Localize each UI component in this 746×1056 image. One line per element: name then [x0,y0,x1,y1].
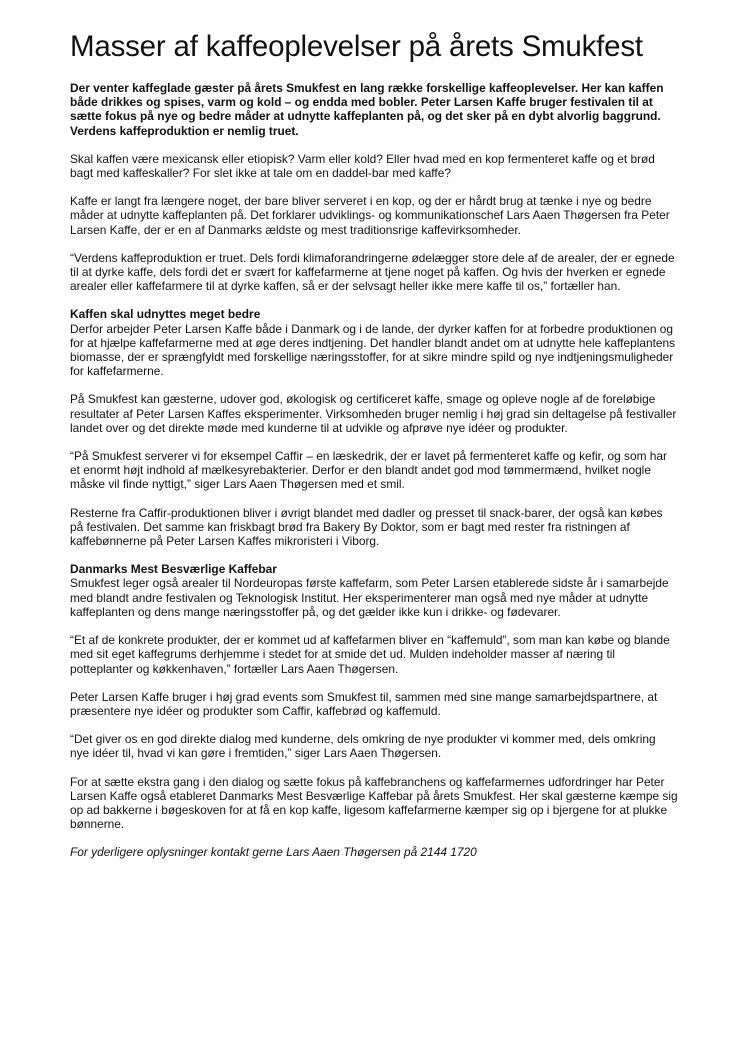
body-paragraph: For at sætte ekstra gang i den dialog og sætte fokus på kaffebranchens og kaffefarmernes udfordringer har Peter Larsen Kaffe også etableret Danmarks Mest Besværlige Kaffebar på årets Smukfest. Her skal gæsterne kæmpe sig op ad bakkerne i bøgeskoven for at få en kop kaffe, ligesom kaffefarmerne kæmper sig op i bjergene for at plukke bønnerne. [70,774,678,832]
intro-paragraph-3: “Verdens kaffeproduktion er truet. Dels fordi klimaforandringerne ødelægger store dele af de arealer, der er egnede til at dyrke kaffe, dels fordi det er svært for kaffefarmerne at tjene noget på kaffen. Og hvis der hverken er egnede arealer eller kaffefarmere til at dyrke kaffen, så er der selvsagt heller ikke mere kaffe til os,” fortæller han. [70,250,675,294]
body-paragraph: “På Smukfest serverer vi for eksempel Caffir – en læskedrik, der er lavet på fermenteret kaffe og kefir, og som har et enormt højt indhold af mælkesyrebakterier. Derfor er den blandt andet god mod tømmermænd, hvilket nogle måske vil finde nyttigt,” siger Lars Aaen Thøgersen med et smil. [70,449,667,492]
section-paragraph: Derfor arbejder Peter Larsen Kaffe både i Danmark og i de lande, der dyrker kaffen for at forbedre produktionen og for at hjælpe kaffefarmerne med at øge deres indtjening. Det handler blandt andet om at udnytte hele kaffeplantens biomasse, der er sprængfyldt med forskellige næringsstoffer, for at sikre mindre spild og nye indtjeningsmuligheder for kaffefarmerne. [70,321,676,379]
intro-paragraph-1: Skal kaffen være mexicansk eller etiopisk? Varm eller kold? Eller hvad med en kop fermenteret kaffe og et brød bagt med kaffeskaller? For slet ikke at tale om en daddel-bar med kaffe? [70,151,655,181]
section-coffee-bar [70,562,678,619]
section-paragraph: Smukfest leger også arealer til Nordeuropas første kaffefarm, som Peter Larsen etablerede sidste år i samarbejde med blandt andre festivalen og Teknologisk Institut. Her eksperimenterer man også med nye måder at udnytte kaffeplanten og dens mange næringsstoffer på, og det gælder ikke kun i drikke- og fødevarer. [70,576,669,619]
lead-paragraph: Der venter kaffeglade gæster på årets Smukfest en lang række forskellige kaffeoplevelser. Her kan kaffen både drikkes og spises, varm og kold – og endda med bobler. Peter Larsen Kaffe bruger festivalen til at sætte fokus på nye og bedre måder at udnytte kaffeplanten på, og det sker på en dybt alvorlig baggrund. Verdens kaffeproduktion er nemlig truet. [70,81,664,138]
body-paragraph: Peter Larsen Kaffe bruger i høj grad events som Smukfest til, sammen med sine mange samarbejdspartnere, at præsentere nye idéer og produkter som Caffir, kaffebrød og kaffemuld. [70,689,658,718]
body-paragraph: “Et af de konkrete produkter, der er kommet ud af kaffefarmen bliver en “kaffemuld”, som man kan købe og blande med sit eget kaffegrums derhjemme i stedet for at smide det ud. Mulden indeholder masser af næring til potteplanter og køkkenhaven,” fortæller Lars Aaen Thøgersen. [70,633,670,676]
page-title: Masser af kaffeoplevelser på årets Smukfest [70,30,643,63]
section-heading: Kaffen skal udnyttes meget bedre [70,307,261,322]
body-paragraph: Resterne fra Caffir-produktionen bliver i øvrigt blandet med dadler og presset til snack-barer, der også kan købes på festivalen. Det samme kan friskbagt brød fra Bakery By Doktor, som er bagt med rester fra ristningen af kaffebønnerne på Peter Larsen Kaffes mikroristeri i Viborg. [70,505,663,549]
section-heading: Danmarks Mest Besværlige Kaffebar [70,562,277,577]
contact-info: For yderligere oplysninger kontakt gerne Lars Aaen Thøgersen på 2144 1720 [70,845,477,860]
body-paragraph: På Smukfest kan gæsterne, udover god, økologisk og certificeret kaffe, smage og opleve nogle af de foreløbige resultater af Peter Larsen Kaffes eksperimenter. Virksomheden bruger nemlig i høj grad sin deltagelse på festivaller landet over og det direkte møde med kunderne til at udvikle og afprøve nye idéer og produkter. [70,392,677,435]
press-release [70,30,678,874]
section-coffee-utilization [70,307,678,378]
body-paragraph: “Det giver os en god direkte dialog med kunderne, dels omkring de nye produkter vi kommer med, dels omkring nye idéer til, hvad vi kan gøre i fremtiden,” siger Lars Aaen Thøgersen. [70,732,656,761]
intro-paragraph-2: Kaffe er langt fra længere noget, der bare bliver serveret i en kop, og der er hårdt brug at tænke i nye og bedre måder at udnytte kaffeplanten på. Det forklarer udviklings- og kommunikationschef Lars Aaen Thøgersen fra Peter Larsen Kaffe, der er en af Danmarks ældste og mest traditionsrige kaffevirksomheder. [70,194,670,237]
